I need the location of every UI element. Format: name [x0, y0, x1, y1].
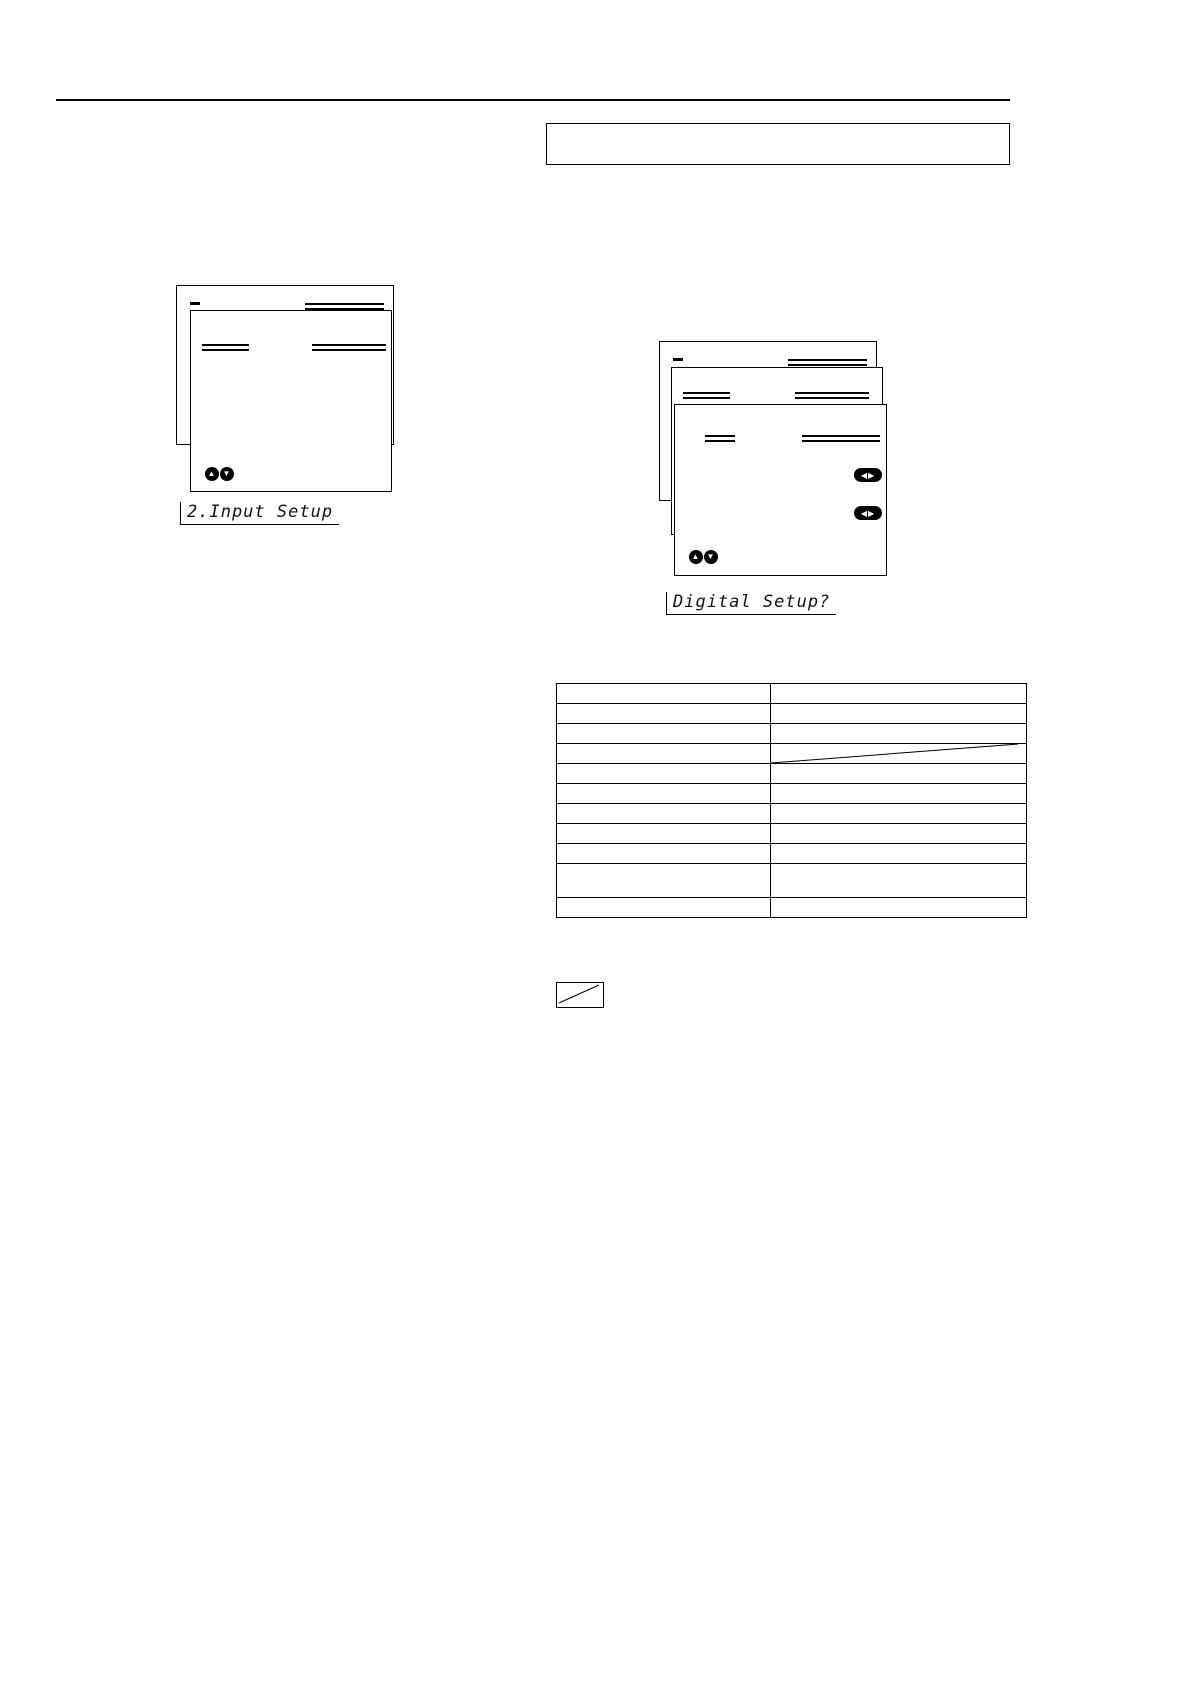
cell-b [771, 764, 1027, 784]
osd2-front-right-underline [802, 440, 880, 442]
osd2-mid-right-underline [795, 397, 869, 399]
cell-b [771, 844, 1027, 864]
osd-title-line [305, 303, 384, 305]
cell-a [557, 724, 771, 744]
osd-left-label-underline [202, 349, 249, 351]
cell-a [557, 844, 771, 864]
cell-b [771, 784, 1027, 804]
osd-updown-nav[interactable] [202, 466, 236, 482]
osd2-mid-left-line [683, 392, 730, 394]
osd2-mid-right-line [795, 392, 869, 394]
figure-caption-digital-setup: Digital Setup? [666, 592, 836, 615]
page-top-rule [56, 99, 1010, 101]
table-row [557, 864, 1027, 898]
osd-right-value-underline [312, 349, 386, 351]
osd-pane-front [190, 310, 392, 492]
cell-b-not-applicable [771, 744, 1027, 764]
cell-a [557, 898, 771, 918]
osd2-leftright-nav-1[interactable]: ◀▶ [854, 468, 882, 482]
osd2-mid-left-underline [683, 397, 730, 399]
osd2-menu-marker [673, 358, 683, 361]
cell-a [557, 744, 771, 764]
table-row [557, 684, 1027, 704]
cell-a [557, 684, 771, 704]
table-row [557, 804, 1027, 824]
osd2-front-left-line [705, 435, 735, 437]
spec-table [556, 683, 1027, 918]
osd-right-value-line [312, 344, 386, 346]
cell-a [557, 784, 771, 804]
table-row [557, 764, 1027, 784]
arrow-up-icon[interactable]: ▲ [205, 467, 219, 481]
cell-a [557, 704, 771, 724]
cell-b [771, 824, 1027, 844]
diagonal-slash-icon [557, 983, 601, 1005]
cell-b [771, 804, 1027, 824]
cell-b [771, 704, 1027, 724]
arrow-up-icon[interactable]: ▲ [689, 550, 703, 564]
osd2-front-right-line [802, 435, 880, 437]
legend-swatch [556, 982, 604, 1008]
cell-b [771, 724, 1027, 744]
table-row [557, 844, 1027, 864]
osd-menu-marker [190, 302, 200, 305]
cell-b [771, 684, 1027, 704]
osd2-pane-front [674, 404, 887, 576]
cell-b [771, 898, 1027, 918]
header-note-box [546, 123, 1010, 165]
osd2-leftright-nav-2[interactable]: ◀▶ [854, 506, 882, 520]
osd2-front-left-underline [705, 440, 735, 442]
spec-table-body [557, 684, 1027, 918]
table-row [557, 724, 1027, 744]
table-row [557, 784, 1027, 804]
cell-b [771, 864, 1027, 898]
arrow-down-icon[interactable]: ▼ [704, 550, 718, 564]
cell-a [557, 804, 771, 824]
table-row [557, 824, 1027, 844]
cell-a [557, 864, 771, 898]
table-row [557, 898, 1027, 918]
figure-caption-input-setup: 2.Input Setup [180, 502, 339, 525]
cell-a [557, 824, 771, 844]
cell-a [557, 764, 771, 784]
osd-left-label-line [202, 344, 249, 346]
osd2-title-line [788, 359, 867, 361]
table-row [557, 704, 1027, 724]
diagonal-slash-icon [771, 744, 1018, 763]
table-row [557, 744, 1027, 764]
osd2-title-underline [788, 364, 867, 366]
arrow-down-icon[interactable]: ▼ [220, 467, 234, 481]
osd2-updown-nav[interactable] [686, 549, 720, 565]
